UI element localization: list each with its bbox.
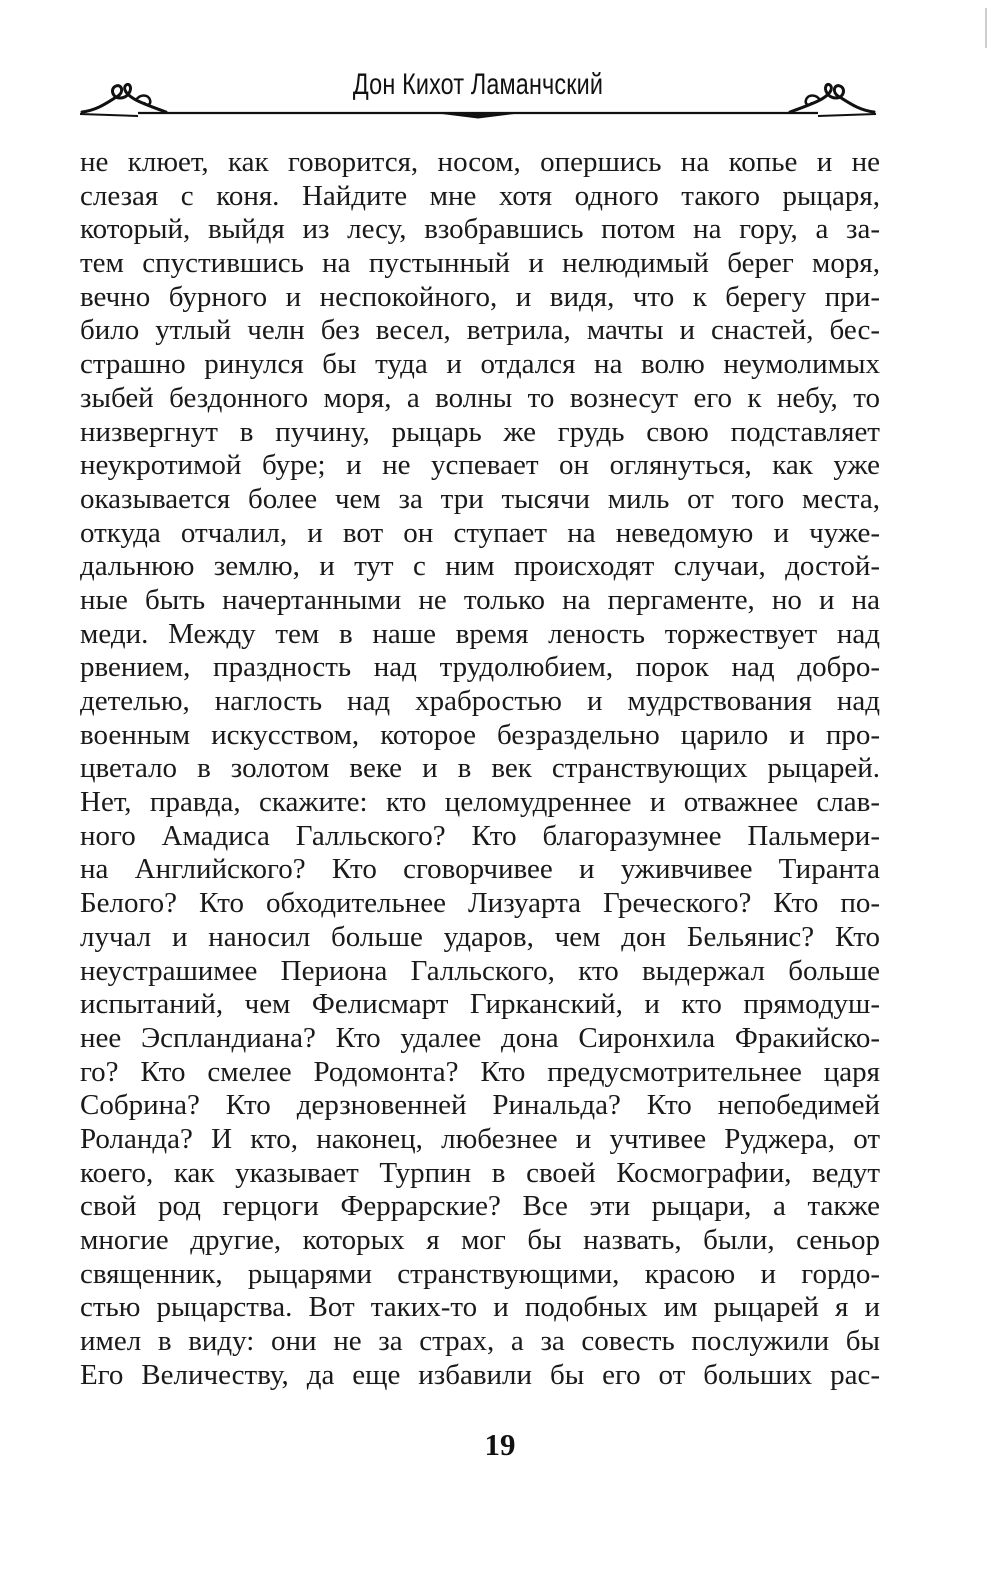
- text-line: цветало в золотом веке и в век странствующих рыцарей.: [80, 752, 880, 785]
- text-line: слезая с коня. Найдите мне хотя одного такого рыцаря,: [80, 179, 880, 212]
- text-line: ного Амадиса Галльского? Кто благоразумнее Пальмери-: [80, 819, 880, 852]
- text-line: го? Кто смелее Родомонта? Кто предусмотрительнее царя: [80, 1055, 880, 1088]
- text-line: Нет, правда, скажите: кто целомудреннее и отважнее слав-: [80, 786, 880, 819]
- text-line: тем спустившись на пустынный и нелюдимый берег моря,: [80, 247, 880, 280]
- text-line: нее Эспландиана? Кто удалее дона Сиронхила Фракийско-: [80, 1021, 880, 1054]
- text-line: Его Величеству, да еще избавили бы его от больших рас-: [80, 1358, 880, 1391]
- header-rule: [138, 110, 818, 120]
- text-line: который, выйдя из лесу, взобравшись потом на гору, а за-: [80, 213, 880, 246]
- text-line: зыбей бездонного моря, а волны то вознесут его к небу, то: [80, 381, 880, 414]
- text-line: священник, рыцарями странствующими, красою и гордо-: [80, 1257, 880, 1290]
- text-line: низвергнут в пучину, рыцарь же грудь свою подставляет: [80, 415, 880, 448]
- text-line: коего, как указывает Турпин в своей Космографии, ведут: [80, 1156, 880, 1189]
- text-line: имел в виду: они не за страх, а за совесть послужили бы: [80, 1325, 880, 1358]
- text-line: свой род герцоги Феррарские? Все эти рыцари, а также: [80, 1190, 880, 1223]
- body-text: [80, 146, 880, 1392]
- text-line: неустрашимее Периона Галльского, кто выдержал больше: [80, 954, 880, 987]
- text-line: многие другие, которых я мог бы назвать, были, сеньор: [80, 1224, 880, 1256]
- text-line: откуда отчалил, и вот он ступает на неведомую и чуже-: [80, 516, 880, 549]
- running-header: [78, 58, 878, 128]
- text-line: страшно ринулся бы туда и отдался на волю неумолимых: [80, 348, 880, 381]
- text-line: било утлый челн без весел, ветрила, мачты и снастей, бес-: [80, 314, 880, 347]
- text-line: оказывается более чем за три тысячи миль от того места,: [80, 482, 880, 515]
- text-line: Собрина? Кто дерзновенней Ринальда? Кто непобедимей: [80, 1089, 880, 1122]
- text-line: не клюет, как говорится, носом, опершись на копье и не: [80, 146, 880, 178]
- page-number: 19: [484, 1427, 516, 1462]
- text-line: ные быть начертанными не только на пергаменте, но и на: [80, 583, 880, 616]
- page-edge-mark: [985, 8, 987, 48]
- text-line: Роланда? И кто, наконец, любезнее и учтивее Руджера, от: [80, 1122, 880, 1155]
- text-line: рвением, праздность над трудолюбием, порок над добро-: [80, 651, 880, 684]
- text-line: детелью, наглость над храбростью и мудрствования над: [80, 685, 880, 717]
- text-line: неукротимой буре; и не успевает он оглянуться, как уже: [80, 449, 880, 482]
- text-line: меди. Между тем в наше время леность торжествует над: [80, 617, 880, 650]
- text-line: лучал и наносил больше ударов, чем дон Бельянис? Кто: [80, 920, 880, 953]
- flourish-right-icon: [788, 72, 878, 118]
- text-line: испытаний, чем Фелисмарт Гирканский, и кто прямодуш-: [80, 988, 880, 1021]
- text-line: на Английского? Кто сговорчивее и уживчивее Тиранта: [80, 853, 880, 886]
- running-header-title: Дон Кихот Ламанчский: [352, 68, 604, 101]
- text-line: военным искусством, которое безраздельно царило и про-: [80, 718, 880, 751]
- text-line: стью рыцарства. Вот таких-то и подобных им рыцарей я и: [80, 1291, 880, 1324]
- text-line: вечно бурного и неспокойного, и видя, что к берегу при-: [80, 280, 880, 313]
- text-line: дальнюю землю, и тут с ним происходят случаи, достой-: [80, 550, 880, 583]
- text-line: Белого? Кто обходительнее Лизуарта Греческого? Кто по-: [80, 887, 880, 920]
